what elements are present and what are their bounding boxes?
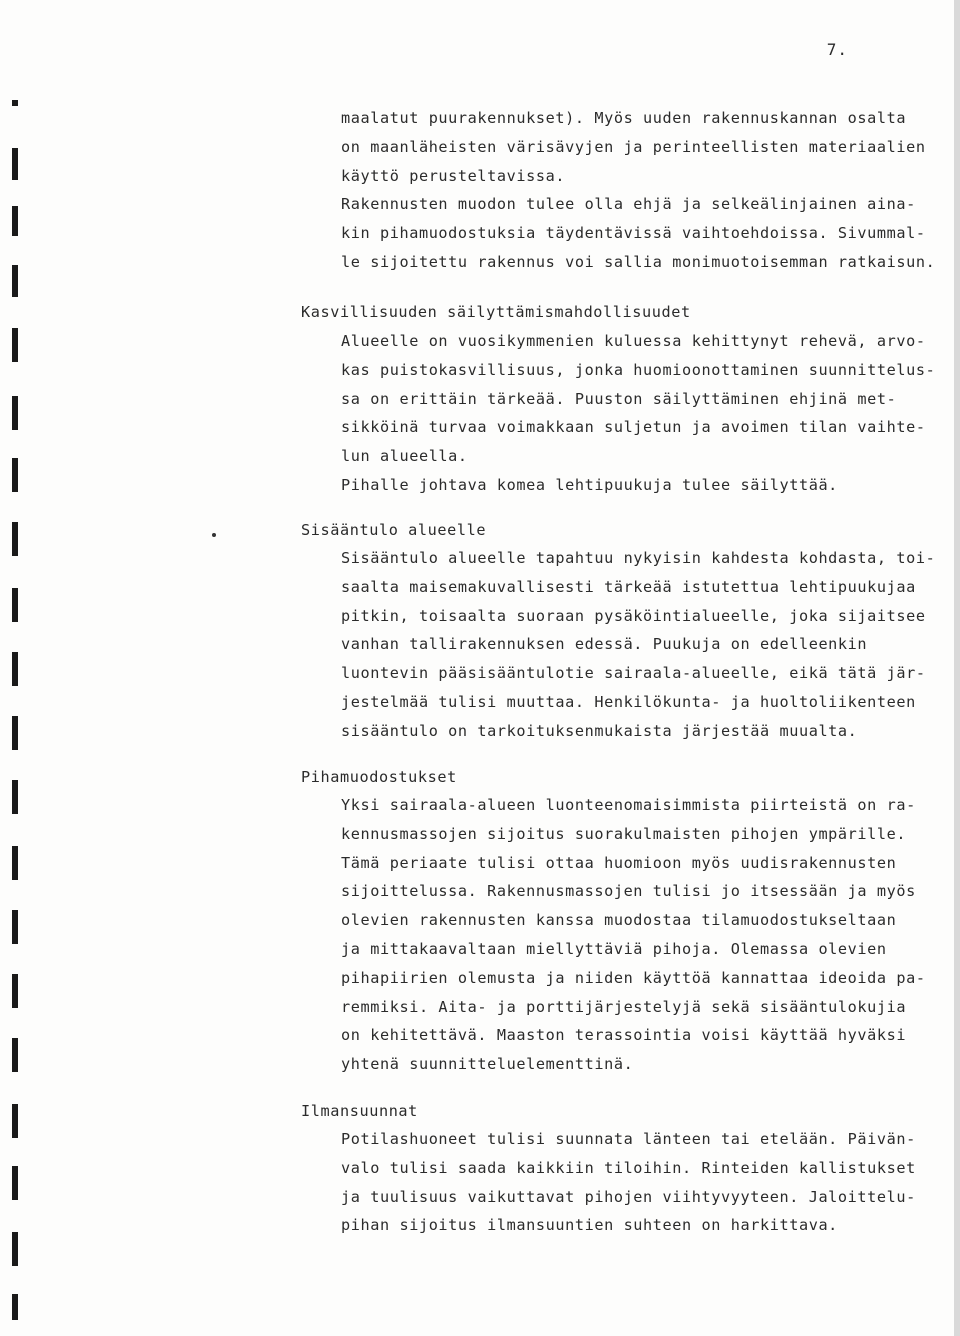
bullet-dot (212, 533, 216, 537)
paragraph-line: sikköinä turvaa voimakkaan suljetun ja avoimen tilan vaihte- (341, 418, 926, 437)
intro-paragraph (341, 104, 935, 277)
section-heading: Pihamuodostukset (301, 768, 457, 786)
paragraph-line: kennusmassojen sijoitus suorakulmaisten pihojen ympärille. (341, 824, 907, 843)
paragraph-line: Tämä periaate tulisi ottaa huomioon myös uudisrakennusten (341, 853, 897, 872)
paragraph-line: käyttö perusteltavissa. (341, 166, 566, 185)
paragraph-line: ja tuulisuus vaikuttavat pihojen viihtyvyyteen. Jaloittelu- (341, 1187, 916, 1206)
paragraph-line: yhtenä suunnitteluelementtinä. (341, 1055, 634, 1074)
paragraph-line: jestelmää tulisi muuttaa. Henkilökunta- ja huoltoliikenteen (341, 692, 916, 711)
section-paragraph (341, 544, 935, 746)
section-paragraph (341, 1125, 916, 1240)
paragraph-line: kas puistokasvillisuus, jonka huomioonottaminen suunnittelus- (341, 360, 936, 379)
paragraph-line: vanhan tallirakennuksen edessä. Puukuja on edelleenkin (341, 635, 868, 654)
paragraph-line: maalatut puurakennukset). Myös uuden rakennuskannan osalta (341, 109, 907, 127)
paragraph-line: on maanläheisten värisävyjen ja perinteellisten materiaalien (341, 137, 926, 156)
paragraph-line: remmiksi. Aita- ja porttijärjestelyjä sekä sisääntulokujia (341, 997, 907, 1016)
section-paragraph (341, 327, 935, 500)
page-number: 7. (826, 40, 848, 59)
section-heading: Sisääntulo alueelle (301, 521, 487, 539)
paragraph-line: olevien rakennusten kanssa muodostaa tilamuodostukseltaan (341, 911, 897, 930)
paragraph-line: pihapiirien olemusta ja niiden käyttöä kannattaa ideoida pa- (341, 968, 926, 987)
paragraph-line: Yksi sairaala-alueen luonteenomaisimmista piirteistä on ra- (341, 796, 916, 814)
page-edge (954, 0, 960, 1336)
paragraph-line: Alueelle on vuosikymmenien kuluessa kehittynyt rehevä, arvo- (341, 332, 926, 350)
paragraph-line: ja mittakaavaltaan miellyttäviä pihoja. Olemassa olevien (341, 939, 887, 958)
paragraph-line: pihan sijoitus ilmansuuntien suhteen on harkittava. (341, 1216, 838, 1235)
paragraph-line: Potilashuoneet tulisi suunnata länteen tai etelään. Päivän- (341, 1130, 916, 1148)
paragraph-line: valo tulisi saada kaikkiin tiloihin. Rinteiden kallistukset (341, 1158, 916, 1177)
paragraph-line: sa on erittäin tärkeää. Puuston säilyttäminen ehjinä met- (341, 389, 897, 408)
binder-punch-marks (12, 0, 20, 1336)
section-heading: Ilmansuunnat (301, 1102, 418, 1120)
section-paragraph (341, 791, 926, 1079)
paragraph-line: saalta maisemakuvallisesti tärkeää istutettua lehtipuukujaa (341, 577, 916, 596)
paragraph-line: le sijoitettu rakennus voi sallia monimuotoisemman ratkaisun. (341, 252, 936, 271)
section-heading: Kasvillisuuden säilyttämismahdollisuudet (301, 303, 691, 321)
paragraph-line: pitkin, toisaalta suoraan pysäköintialueelle, joka sijaitsee (341, 606, 926, 625)
paragraph-line: sijoittelussa. Rakennusmassojen tulisi jo itsessään ja myös (341, 882, 916, 901)
paragraph-line: on kehitettävä. Maaston terassointia voisi käyttää hyväksi (341, 1026, 907, 1045)
paragraph-line: Rakennusten muodon tulee olla ehjä ja selkeälinjainen aina- (341, 195, 916, 214)
paragraph-line: Sisääntulo alueelle tapahtuu nykyisin kahdesta kohdasta, toi- (341, 549, 936, 567)
paragraph-line: Pihalle johtava komea lehtipuukuja tulee säilyttää. (341, 475, 838, 494)
paragraph-line: sisääntulo on tarkoituksenmukaista järjestää muualta. (341, 721, 858, 740)
paragraph-line: kin pihamuodostuksia täydentävissä vaihtoehdoissa. Sivummal- (341, 224, 926, 243)
paragraph-line: luontevin pääsisääntulotie sairaala-alueelle, eikä tätä jär- (341, 664, 926, 683)
paragraph-line: lun alueella. (341, 447, 468, 466)
